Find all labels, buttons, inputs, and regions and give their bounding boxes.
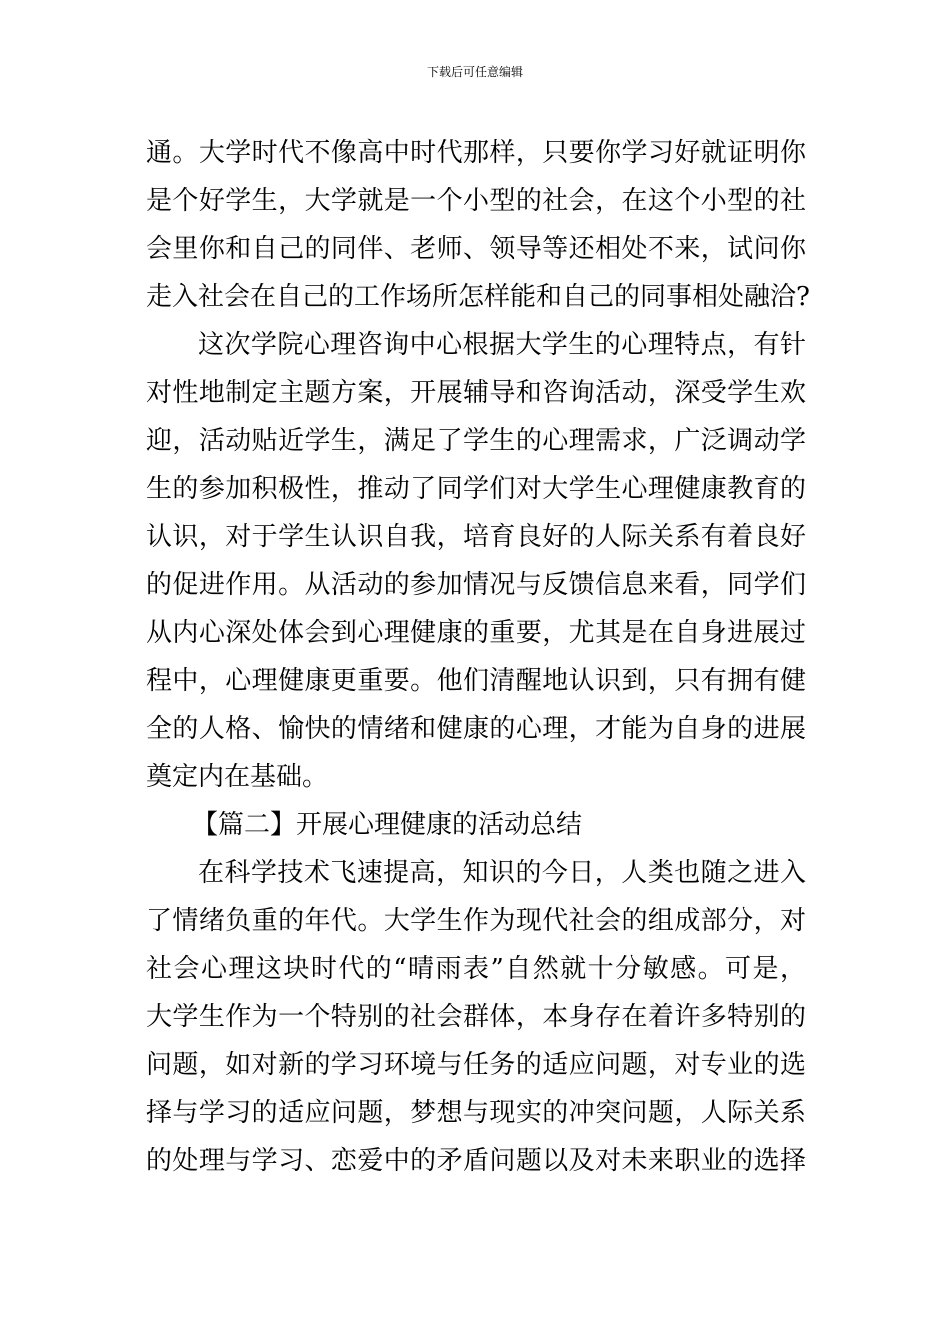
document-body: [146, 129, 810, 1185]
text-line: 认识，对于学生认识自我，培育良好的人际关系有着良好: [146, 522, 806, 552]
page-header: 下载后可任意编辑: [426, 65, 523, 79]
text-line: 走入社会在自己的工作场所怎样能和自己的同事相处融洽?: [146, 282, 810, 312]
text-line: 对性地制定主题方案，开展辅导和咨询活动，深受学生欢: [146, 378, 806, 408]
text-line: 是个好学生，大学就是一个小型的社会，在这个小型的社: [146, 186, 806, 216]
text-line: 的促进作用。从活动的参加情况与反馈信息来看，同学们: [146, 570, 806, 600]
text-line: 通。大学时代不像高中时代那样，只要你学习好就证明你: [146, 138, 806, 168]
text-line: 全的人格、愉快的情绪和健康的心理，才能为自身的进展: [146, 714, 806, 744]
text-line: 程中，心理健康更重要。他们清醒地认识到，只有拥有健: [146, 666, 806, 696]
text-line: 大学生作为一个特别的社会群体，本身存在着许多特别的: [146, 1002, 806, 1032]
text-line: 生的参加积极性，推动了同学们对大学生心理健康教育的: [146, 474, 806, 504]
text-line: 从内心深处体会到心理健康的重要，尤其是在自身进展过: [146, 618, 806, 648]
text-line: 的处理与学习、恋爱中的矛盾问题以及对未来职业的选择: [146, 1146, 806, 1176]
text-line: 择与学习的适应问题，梦想与现实的冲突问题，人际关系: [146, 1098, 806, 1128]
text-line: 问题，如对新的学习环境与任务的适应问题，对专业的选: [146, 1050, 806, 1080]
paragraph-first-line: 在科学技术飞速提高，知识的今日，人类也随之进入: [198, 858, 806, 888]
text-line: 了情绪负重的年代。大学生作为现代社会的组成部分，对: [146, 906, 806, 936]
section-heading: 【篇二】开展心理健康的活动总结: [192, 810, 583, 840]
text-line: 社会心理这块时代的“晴雨表”自然就十分敏感。可是，: [146, 954, 806, 984]
text-line: 会里你和自己的同伴、老师、领导等还相处不来，试问你: [146, 234, 806, 264]
paragraph-first-line: 这次学院心理咨询中心根据大学生的心理特点，有针: [198, 330, 806, 360]
paragraph-last-line: 奠定内在基础。: [146, 762, 329, 792]
text-line: 迎，活动贴近学生，满足了学生的心理需求，广泛调动学: [146, 426, 806, 456]
